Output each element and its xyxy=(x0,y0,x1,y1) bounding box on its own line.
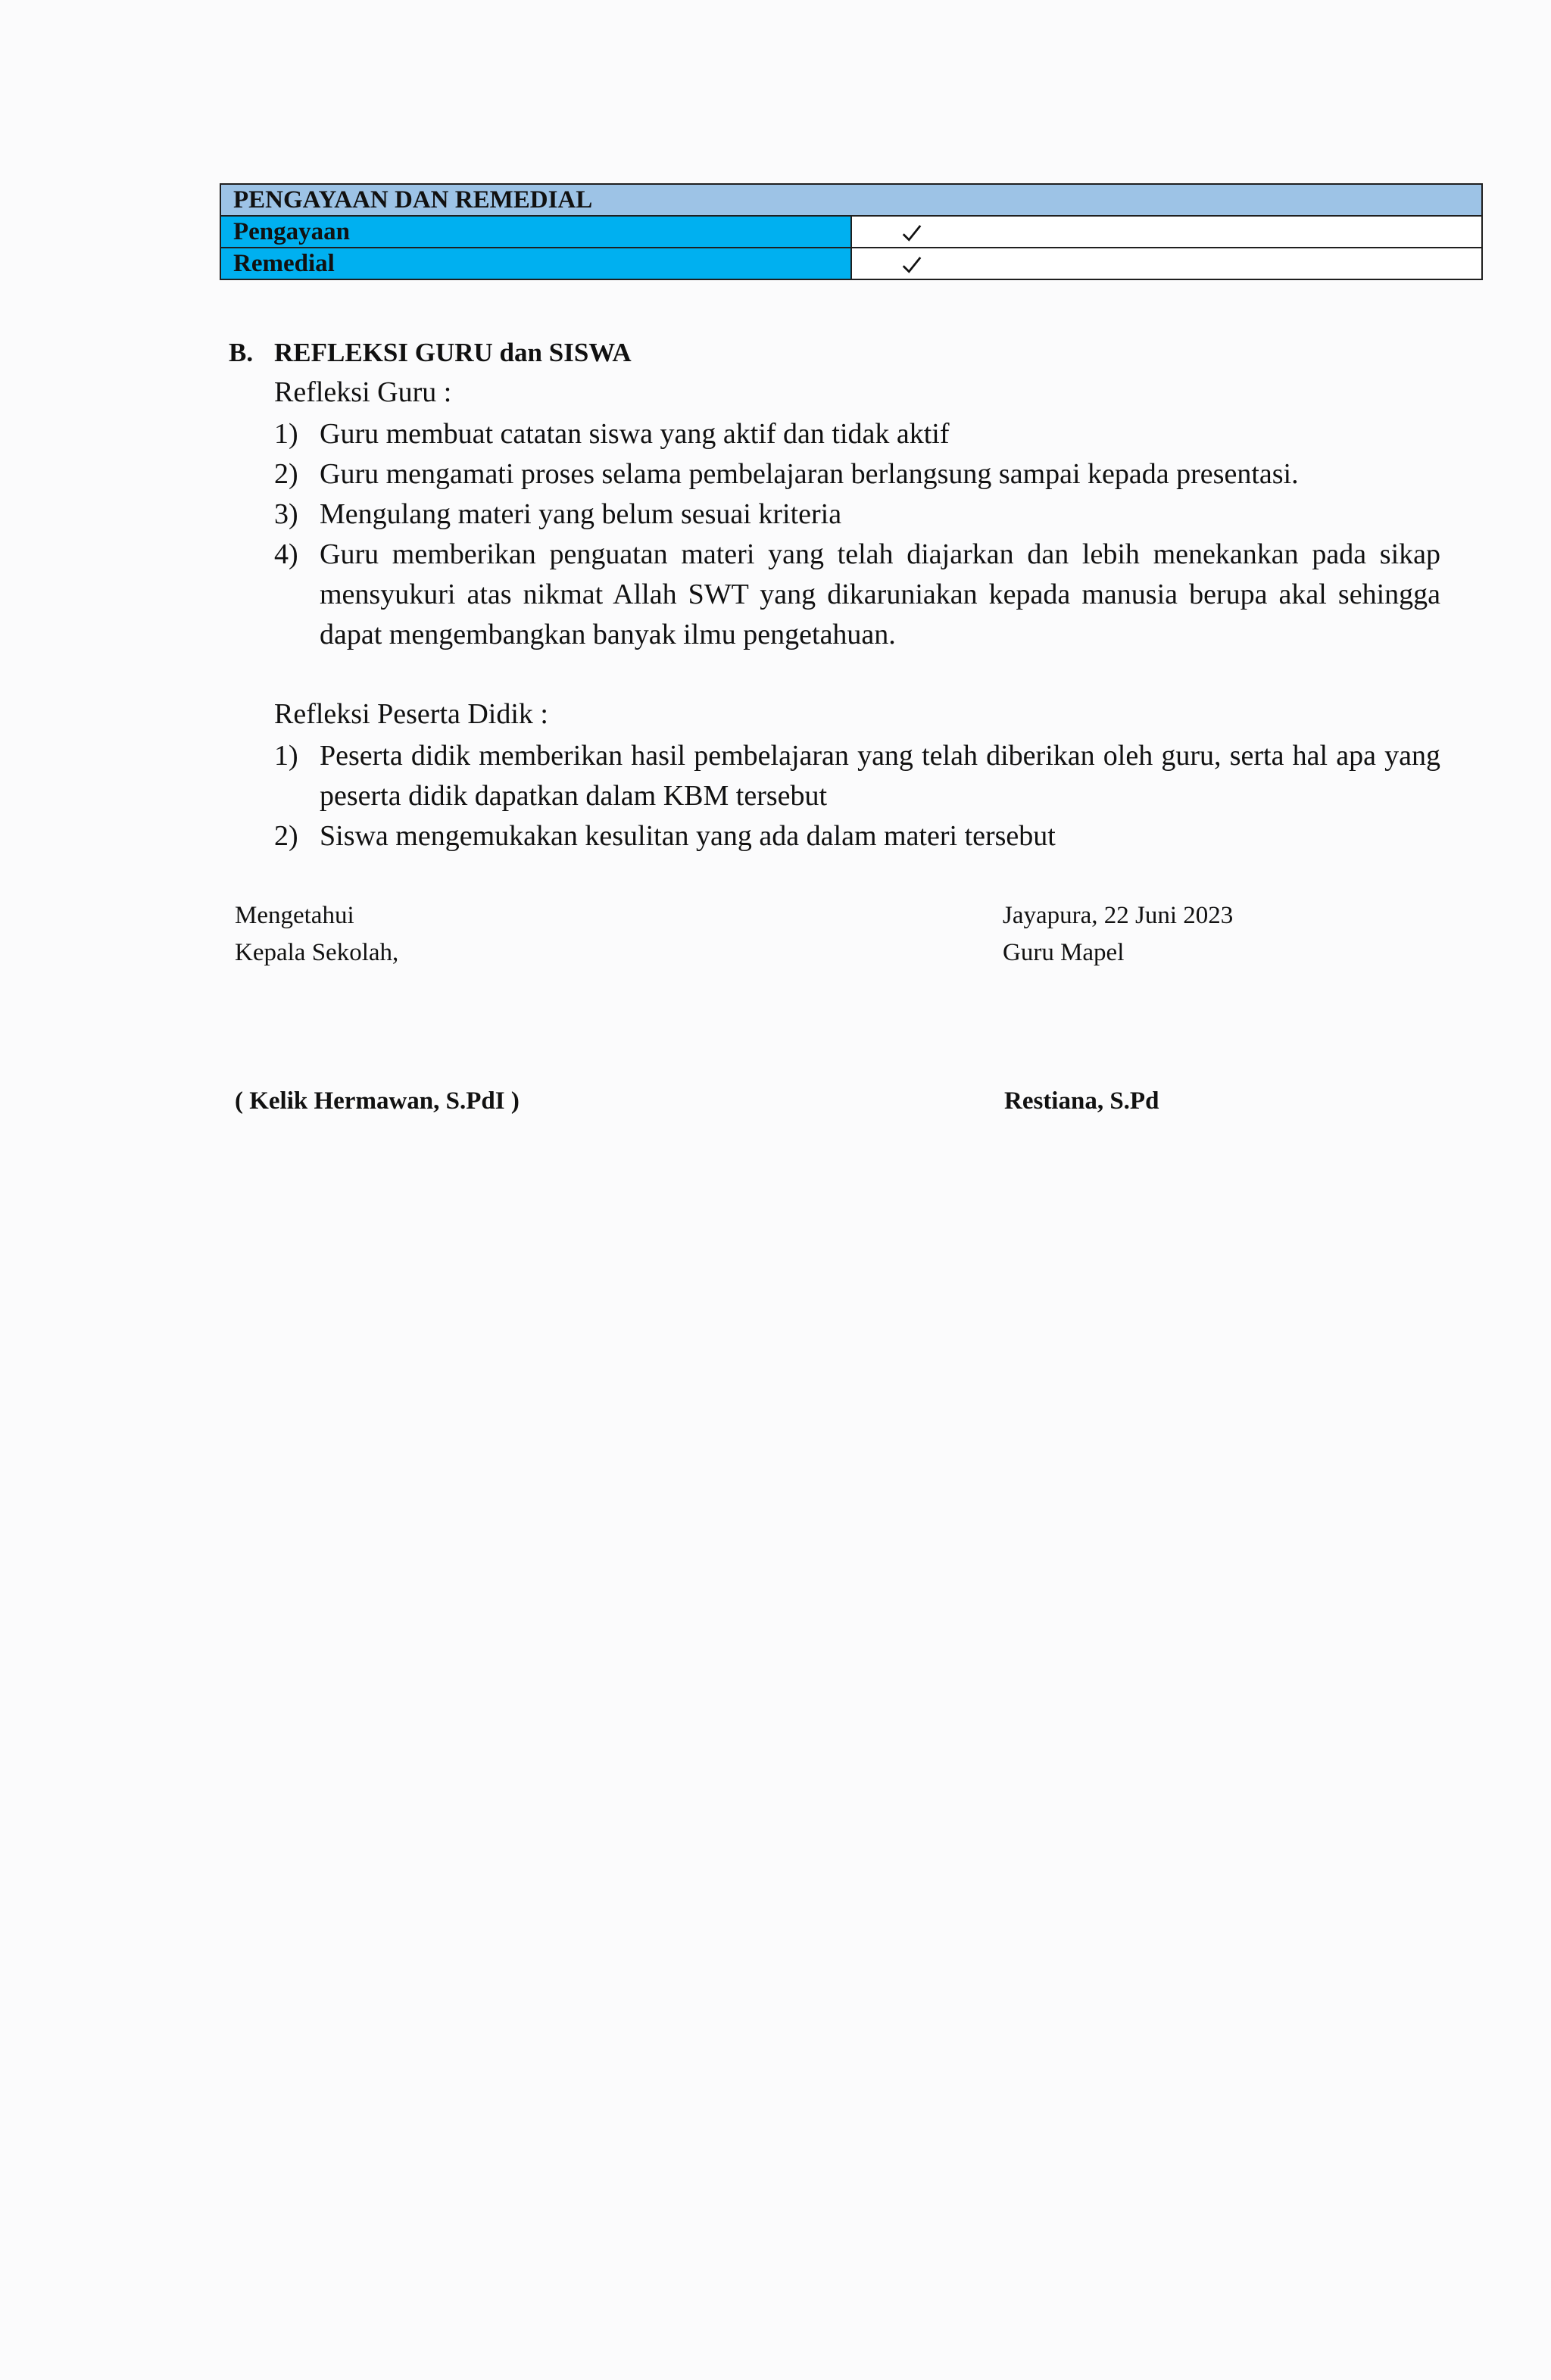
section-number: B. xyxy=(229,338,254,367)
section-b-heading xyxy=(229,338,632,368)
list-item-number: 4) xyxy=(274,538,298,570)
list-item-text: Siswa mengemukakan kesulitan yang ada dalam materi tersebut xyxy=(320,820,1056,852)
list-item-text: Peserta didik memberikan hasil pembelajaran yang telah diberikan oleh guru, serta hal apa yang peserta didik dapatkan dalam KBM tersebut xyxy=(320,740,1440,812)
refleksi-guru-list xyxy=(274,414,1440,655)
list-item-text: Mengulang materi yang belum sesuai kriteria xyxy=(320,498,842,530)
signature-right xyxy=(1003,897,1233,972)
list-item xyxy=(274,535,1440,655)
signature-right-name: Restiana, S.Pd xyxy=(1004,1087,1159,1115)
list-item-text: Guru membuat catatan siswa yang aktif dan tidak aktif xyxy=(320,418,950,450)
list-item-number: 3) xyxy=(274,498,298,530)
list-item-number: 2) xyxy=(274,820,298,852)
list-item-number: 1) xyxy=(274,740,298,772)
list-item xyxy=(274,454,1440,494)
sig-right-line2: Guru Mapel xyxy=(1003,939,1125,966)
sig-left-line1: Mengetahui xyxy=(235,902,354,929)
table-header-row xyxy=(220,184,1482,216)
table-header: PENGAYAAN DAN REMEDIAL xyxy=(220,184,1482,216)
list-item xyxy=(274,816,1440,856)
checkmark-icon xyxy=(900,222,923,245)
list-item xyxy=(274,494,1440,535)
list-item-text: Guru memberikan penguatan materi yang telah diajarkan dan lebih menekankan pada sikap mensyukuri atas nikmat Allah SWT yang dikaruniakan kepada manusia berupa akal sehingga dapat mengembangkan banyak ilmu pengetahuan. xyxy=(320,538,1440,650)
pengayaan-label: Pengayaan xyxy=(220,216,851,248)
pengayaan-value xyxy=(851,216,1482,248)
table-row-pengayaan xyxy=(220,216,1482,248)
list-item-number: 1) xyxy=(274,418,298,450)
signature-left xyxy=(235,897,398,972)
sig-left-line2: Kepala Sekolah, xyxy=(235,939,399,966)
refleksi-guru-label: Refleksi Guru : xyxy=(274,376,452,408)
remedial-value xyxy=(851,248,1482,279)
pengayaan-remedial-table xyxy=(220,183,1483,280)
refleksi-siswa-list xyxy=(274,736,1440,856)
list-item xyxy=(274,414,1440,454)
checkmark-icon xyxy=(900,254,923,276)
signature-left-name: ( Kelik Hermawan, S.PdI ) xyxy=(235,1087,520,1115)
list-item-text: Guru mengamati proses selama pembelajaran berlangsung sampai kepada presentasi. xyxy=(320,458,1299,490)
sig-right-line1: Jayapura, 22 Juni 2023 xyxy=(1003,902,1234,929)
list-item xyxy=(274,736,1440,816)
section-title: REFLEKSI GURU dan SISWA xyxy=(274,338,632,367)
remedial-label: Remedial xyxy=(220,248,851,279)
refleksi-siswa-label: Refleksi Peserta Didik : xyxy=(274,698,548,730)
list-item-number: 2) xyxy=(274,458,298,490)
table-row-remedial xyxy=(220,248,1482,279)
